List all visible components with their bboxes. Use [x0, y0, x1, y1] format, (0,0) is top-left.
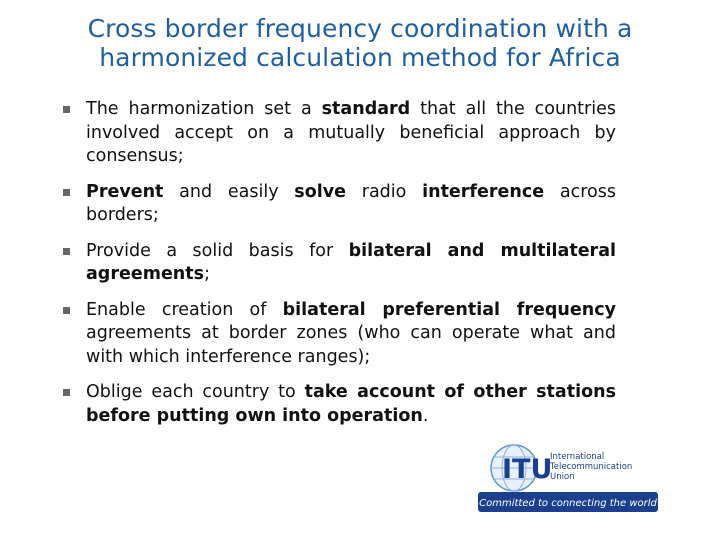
bullet-text: that all the countries involved accept on a mutually beneficial approach by consensus;: [86, 99, 616, 166]
bullet-text: agreements at border zones (who can operate what and with which interference ranges);: [86, 323, 616, 367]
bullet-text: across borders;: [86, 181, 616, 225]
bullet-text: Provide a solid basis for: [86, 240, 349, 261]
bullet-emphasis: take account of other stations before putting own into operation: [86, 382, 616, 426]
bullet-emphasis: Prevent: [86, 181, 164, 202]
bullet-text: radio: [346, 181, 423, 202]
bullet-emphasis: standard: [321, 99, 411, 119]
logo-org-line-3: Union: [550, 472, 575, 482]
itu-logo: [474, 440, 660, 516]
logo-acronym: ITU: [502, 454, 553, 485]
slide-title-line-2: harmonized calculation method for Africa: [99, 43, 621, 72]
logo-org-line-1: International: [550, 452, 605, 462]
bullet-text: The harmonization set a: [86, 99, 322, 119]
bullet-emphasis: bilateral and multilateral agreements: [86, 240, 616, 284]
logo-org-line-2: Telecommunication: [550, 462, 633, 472]
slide-title: [0, 14, 720, 72]
bullet-item: [62, 98, 616, 169]
bullet-item: [62, 381, 616, 428]
bullet-emphasis: solve: [294, 181, 347, 202]
bullet-text: and easily: [163, 181, 295, 202]
bullet-text: Enable creation of: [86, 299, 283, 320]
bullet-emphasis: bilateral preferential frequency: [282, 299, 616, 320]
bullet-item: [62, 240, 616, 287]
bullet-emphasis: interference: [422, 181, 545, 202]
bullet-item: [62, 181, 616, 228]
logo-tagline: Committed to connecting the world: [479, 498, 657, 509]
bullet-list: [62, 98, 616, 440]
bullet-text: ;: [204, 264, 210, 284]
bullet-text: .: [422, 405, 429, 426]
bullet-text: Oblige each country to: [86, 382, 305, 402]
slide-title-line-1: Cross border frequency coordination with a: [87, 14, 633, 43]
bullet-item: [62, 299, 616, 370]
